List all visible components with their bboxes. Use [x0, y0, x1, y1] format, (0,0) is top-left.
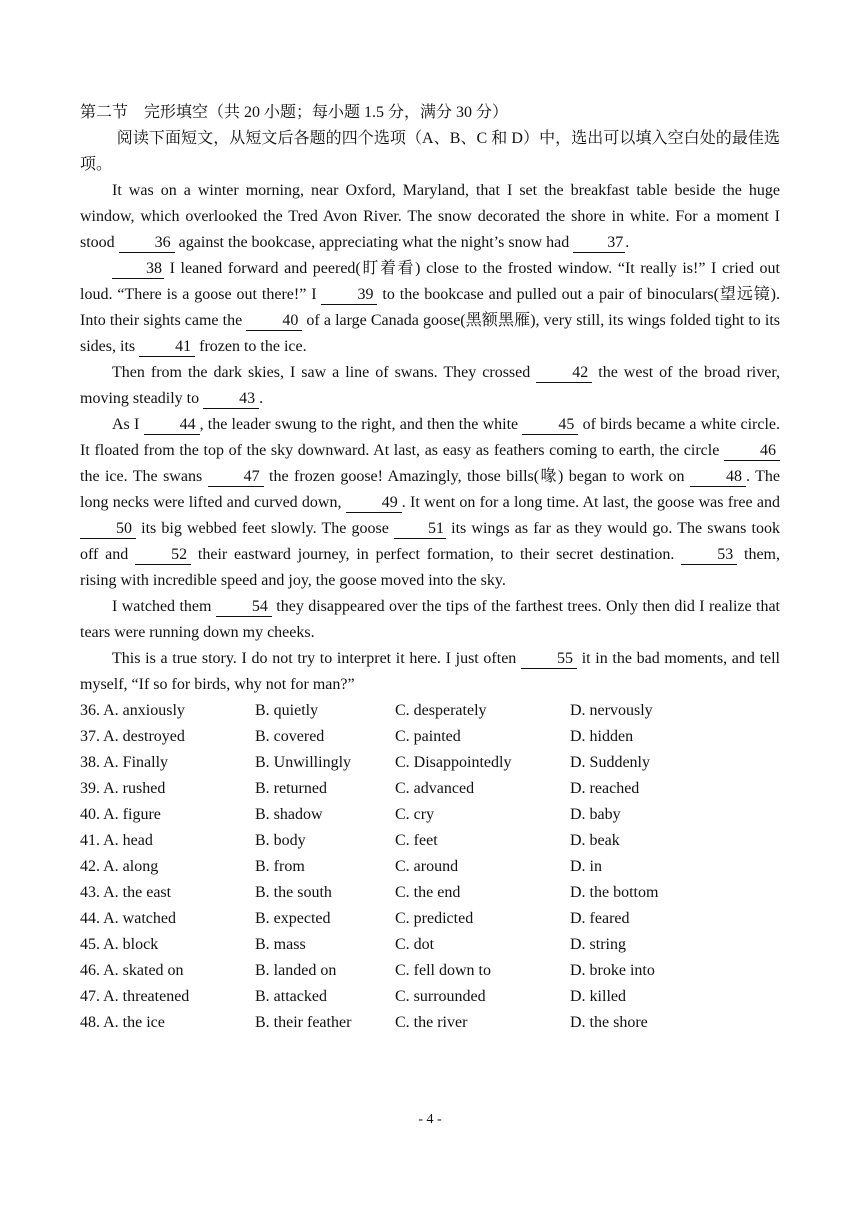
text: them, rising with incredible speed and joy, the goose moved into the sky. — [80, 546, 781, 589]
option-a: 37. A. destroyed — [80, 728, 185, 745]
option-d: D. hidden — [570, 728, 634, 745]
blank-49: 49 — [346, 494, 402, 513]
option-d: D. killed — [570, 988, 626, 1005]
option-d: D. string — [570, 936, 626, 953]
passage-paragraph-5 — [80, 594, 780, 646]
option-a: 47. A. threatened — [80, 988, 190, 1005]
option-b: B. Unwillingly — [255, 754, 352, 771]
text: it in the bad moments, and tell myself, “If so for birds, why not for man?” — [80, 650, 781, 693]
passage-paragraph-3 — [80, 360, 780, 412]
option-c: C. the river — [395, 1014, 468, 1031]
option-c: C. feet — [395, 832, 438, 849]
option-row — [80, 880, 780, 906]
text: of a large Canada goose(黑额黑雁), very still, its wings folded tight to its sides, its — [80, 312, 780, 355]
options-list — [80, 698, 780, 1036]
option-b: B. quietly — [255, 702, 319, 719]
option-b: B. returned — [255, 780, 327, 797]
option-d: D. baby — [570, 806, 621, 823]
option-a: 46. A. skated on — [80, 962, 184, 979]
option-row — [80, 724, 780, 750]
option-row — [80, 932, 780, 958]
option-d: D. Suddenly — [570, 754, 650, 771]
text: It was on a winter morning, near Oxford, Maryland, that I set the breakfast table beside the huge window, which overlooked the Tred Avon River. The snow decorated the shore in white. For a moment I stood — [80, 182, 780, 251]
text: . It went on for a long time. At last, the goose was free and — [401, 494, 780, 511]
option-c: C. dot — [395, 936, 435, 953]
passage-paragraph-6 — [80, 646, 780, 698]
option-c: C. the end — [395, 884, 461, 901]
text: its big webbed feet slowly. The goose — [136, 520, 394, 537]
blank-47: 47 — [208, 468, 264, 487]
option-c: C. painted — [395, 728, 461, 745]
option-a: 44. A. watched — [80, 910, 176, 927]
option-b: B. the south — [255, 884, 332, 901]
text: . The long necks were lifted and curved down, — [80, 468, 781, 511]
passage-paragraph-2 — [80, 256, 780, 360]
blank-45: 45 — [522, 416, 578, 435]
text: the ice. The swans — [80, 468, 208, 485]
option-d: D. beak — [570, 832, 620, 849]
text: their eastward journey, in perfect formation, to their secret destination. — [191, 546, 682, 563]
option-row — [80, 698, 780, 724]
blank-52: 52 — [135, 546, 191, 565]
option-a: 38. A. Finally — [80, 754, 169, 771]
option-c: C. around — [395, 858, 459, 875]
blank-48: 48 — [690, 468, 746, 487]
option-row — [80, 984, 780, 1010]
blank-39: 39 — [321, 286, 377, 305]
text: I leaned forward and peered(盯着看) close to the frosted window. “It really is!” I cried out loud. “There is a goose out there!” I — [80, 260, 780, 303]
option-row — [80, 802, 780, 828]
text: the frozen goose! Amazingly, those bills(喙) began to work on — [263, 468, 690, 485]
option-row — [80, 750, 780, 776]
blank-51: 51 — [394, 520, 446, 539]
option-c: C. desperately — [395, 702, 487, 719]
option-row — [80, 906, 780, 932]
option-b: B. expected — [255, 910, 331, 927]
text: . — [259, 390, 264, 407]
option-d: D. in — [570, 858, 602, 875]
exam-page — [80, 100, 780, 1036]
text: the west of the broad river, moving steadily to — [80, 364, 781, 407]
option-c: C. fell down to — [395, 962, 491, 979]
text: , the leader swung to the right, and then the white — [199, 416, 523, 433]
option-d: D. reached — [570, 780, 640, 797]
option-a: 42. A. along — [80, 858, 159, 875]
option-d: D. feared — [570, 910, 630, 927]
text: they disappeared over the tips of the farthest trees. Only then did I realize that tears were running down my cheeks. — [80, 598, 781, 641]
blank-41: 41 — [139, 338, 195, 357]
option-row — [80, 1010, 780, 1036]
blank-38: 38 — [112, 260, 164, 279]
text: Then from the dark skies, I saw a line of swans. They crossed — [112, 364, 537, 381]
option-b: B. body — [255, 832, 306, 849]
text: against the bookcase, appreciating what the night’s snow had — [174, 234, 574, 251]
blank-43: 43 — [203, 390, 259, 409]
blank-50: 50 — [80, 520, 136, 539]
option-b: B. mass — [255, 936, 306, 953]
option-d: D. the bottom — [570, 884, 659, 901]
blank-42: 42 — [536, 364, 592, 383]
option-row — [80, 854, 780, 880]
text: I watched them — [112, 598, 216, 615]
blank-55: 55 — [521, 650, 577, 669]
option-b: B. shadow — [255, 806, 323, 823]
option-a: 48. A. the ice — [80, 1014, 165, 1031]
option-c: C. predicted — [395, 910, 474, 927]
blank-37: 37 — [573, 234, 625, 253]
option-row — [80, 958, 780, 984]
option-b: B. covered — [255, 728, 325, 745]
blank-46: 46 — [724, 442, 780, 461]
option-b: B. attacked — [255, 988, 327, 1005]
option-a: 40. A. figure — [80, 806, 161, 823]
option-a: 43. A. the east — [80, 884, 172, 901]
option-row — [80, 776, 780, 802]
option-row — [80, 828, 780, 854]
option-b: B. landed on — [255, 962, 337, 979]
option-a: 36. A. anxiously — [80, 702, 185, 719]
passage-paragraph-4 — [80, 412, 780, 594]
blank-54: 54 — [216, 598, 272, 617]
text: of birds became a white circle. It floated from the top of the sky downward. At last, as easy as feathers coming to earth, the circle — [80, 416, 781, 459]
text: to the bookcase and pulled out a pair of binoculars(望远镜). Into their sights came the — [80, 286, 780, 329]
text: . — [625, 234, 630, 251]
text: This is a true story. I do not try to interpret it here. I just often — [112, 650, 521, 667]
section-heading: 第二节 完形填空（共 20 小题；每小题 1.5 分，满分 30 分） — [80, 104, 509, 121]
text: frozen to the ice. — [195, 338, 307, 355]
option-d: D. the shore — [570, 1014, 648, 1031]
blank-44: 44 — [144, 416, 200, 435]
option-b: B. from — [255, 858, 305, 875]
option-a: 45. A. block — [80, 936, 159, 953]
page-number: - 4 - — [418, 1112, 442, 1127]
option-c: C. Disappointedly — [395, 754, 512, 771]
text: its wings as far as they would go. The swans took off and — [80, 520, 780, 563]
option-d: D. broke into — [570, 962, 655, 979]
option-a: 39. A. rushed — [80, 780, 166, 797]
instruction: 阅读下面短文，从短文后各题的四个选项（A、B、C 和 D）中，选出可以填入空白处的最佳选项。 — [80, 130, 780, 173]
option-c: C. cry — [395, 806, 435, 823]
passage-paragraph-1 — [80, 178, 780, 256]
option-d: D. nervously — [570, 702, 653, 719]
option-c: C. surrounded — [395, 988, 486, 1005]
blank-40: 40 — [246, 312, 302, 331]
option-a: 41. A. head — [80, 832, 153, 849]
blank-36: 36 — [119, 234, 175, 253]
option-b: B. their feather — [255, 1014, 352, 1031]
option-c: C. advanced — [395, 780, 475, 797]
blank-53: 53 — [681, 546, 737, 565]
text: As I — [112, 416, 144, 433]
